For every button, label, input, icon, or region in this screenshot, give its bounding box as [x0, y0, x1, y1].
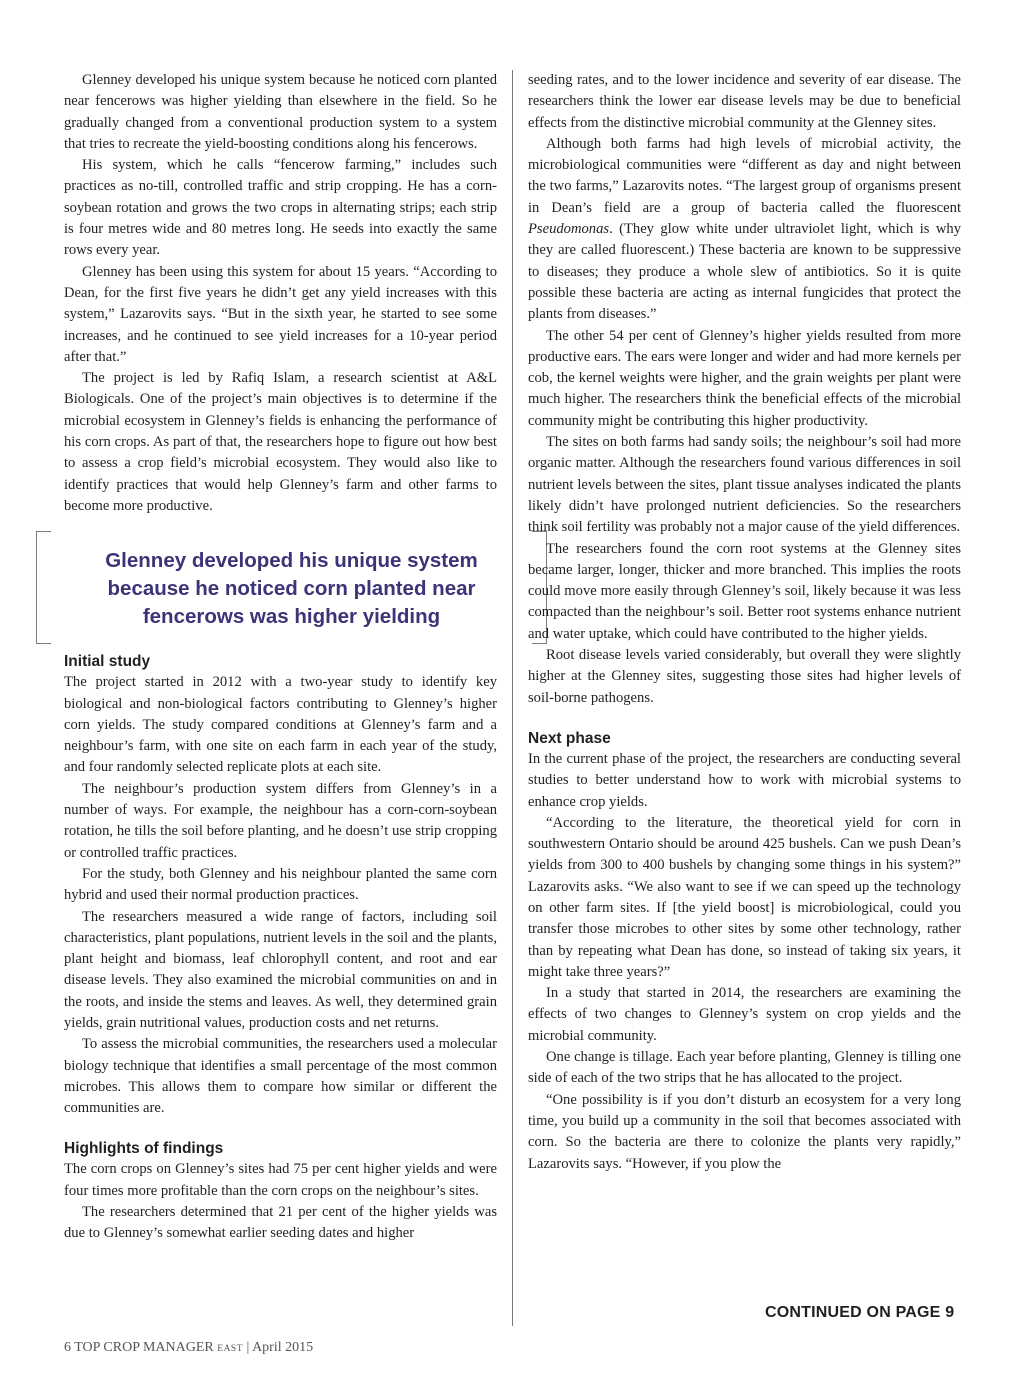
paragraph: To assess the microbial communities, the researchers used a molecular biology technique that identifies a small percentage of the most common microbes. This allows them to compare how similar or different the communities are.: [64, 1036, 497, 1117]
paragraph: The sites on both farms had sandy soils; the neighbour’s soil had more organic matter. Although the researchers found various differences in soil nutrient levels between the sites, plant tissue analyses indicated the plants likely didn’t have prolonged nutrient deficiencies. So the researchers think soil fertility was probably not a major cause of the yield differences.: [528, 434, 961, 536]
left-column: [64, 70, 497, 1245]
page-number: 6: [64, 1340, 71, 1355]
paragraph: One change is tillage. Each year before planting, Glenney is tilling one side of each of the two strips that he has allocated to the project.: [528, 1049, 961, 1087]
paragraph: The researchers measured a wide range of factors, including soil characteristics, plant populations, nutrient levels in the soil and the plants, plant height and biomass, leaf chlorophyll content, and root and ear disease levels. They also examined the microbial communities on and in the roots, and inside the stems and leaves. As well, they determined grain yields, grain nutritional values, production costs and net returns.: [64, 908, 497, 1031]
column-divider: [512, 70, 513, 1326]
paragraph: The neighbour’s production system differs from Glenney’s in a number of ways. For example, the neighbour has a corn-corn-soybean rotation, he tills the soil before planting, and he doesn’t use strip cropping or controlled traffic practices.: [64, 780, 497, 861]
section-heading-initial-study: Initial study: [64, 653, 151, 671]
magazine-name: TOP CROP MANAGER: [74, 1340, 214, 1355]
paragraph: The researchers determined that 21 per cent of the higher yields was due to Glenney’s somewhat earlier seeding dates and higher: [64, 1204, 497, 1242]
section-heading-next-phase: Next phase: [528, 729, 611, 747]
pull-quote: [36, 531, 547, 646]
paragraph: The project is led by Rafiq Islam, a research scientist at A&L Biologicals. One of the project’s main objectives is to determine if the microbial ecosystem in Glenney’s fields is enhancing the performance of his corn crops. As part of that, the researchers hope to figure out how best to assess a crop field’s microbial ecosystem. They would also like to identify practices that would help Glenney’s farm and other farms to become more productive.: [64, 370, 497, 514]
continued-on-page-link[interactable]: CONTINUED ON PAGE 9: [765, 1304, 955, 1321]
paragraph: In the current phase of the project, the researchers are conducting several studies to better understand how to work with microbial systems to enhance crop yields.: [528, 750, 961, 810]
paragraph-pseudomonas: [528, 134, 961, 326]
pull-quote-left-bracket: [36, 531, 51, 644]
paragraph: Root disease levels varied considerably, but overall they were slightly higher at the Glenney sites, suggesting those sites had higher levels of soil-borne pathogens.: [528, 647, 961, 706]
paragraph: The project started in 2012 with a two-year study to identify key biological and non-biological factors contributing to Glenney’s higher corn yields. The study compared conditions at Glenney’s farm and a neighbour’s farm, with one site on each farm in each year of the study, and four randomly selected replicate plots at each site.: [64, 674, 497, 776]
paragraph: The researchers found the corn root systems at the Glenney sites became larger, longer, thicker and more branched. This implies the roots could move more easily through Glenney’s soil, likely because it was less compacted than the neighbour’s soil. Better root systems enhance nutrient and water uptake, which could have contributed to the higher yields.: [528, 540, 961, 642]
paragraph: In a study that started in 2014, the researchers are examining the effects of two changes to Glenney’s system on crop yields and the microbial community.: [528, 985, 961, 1044]
section-heading-highlights: Highlights of findings: [64, 1140, 224, 1158]
paragraph: The other 54 per cent of Glenney’s higher yields resulted from more productive ears. The ears were longer and wider and had more kernels per cob, the kernel weights were higher, and the grain weights per plant were much higher. The researchers think the beneficial effects of the microbial community might be contributing this higher productivity.: [528, 327, 961, 429]
paragraph: “One possibility is if you don’t disturb an ecosystem for a very long time, you build up a community in the soil that becomes associated with corn. So the bacteria are there to colonize the plants very rapidly,” Lazarovits says. “However, if you plow the: [528, 1091, 961, 1172]
footer-separator: |: [246, 1340, 250, 1355]
right-column: [528, 70, 961, 1175]
paragraph: “According to the literature, the theoretical yield for corn in southwestern Ontario should be around 425 bushels. Can we push Dean’s yields from 300 to 400 bushels by changing some things in his system?” Lazarovits asks. “We also want to see if we can speed up the technology on other farm sites. If [the yield boost] is microbiological, could you transfer those microbes to other sites by some other technology, rather than by repeating what Dean has done, so instead of taking six years, it might take three years?”: [528, 814, 961, 980]
magazine-edition: EAST: [217, 1344, 244, 1354]
italic-term: Pseudomonas: [528, 221, 610, 238]
paragraph: The corn crops on Glenney’s sites had 75 per cent higher yields and were four times more profitable than the corn crops on the neighbour’s sites.: [64, 1161, 497, 1199]
paragraph: His system, which he calls “fencerow farming,” includes such practices as no-till, controlled traffic and strip cropping. He has a corn-soybean rotation and grows the two crops in alternating strips; each strip is four metres wide and 80 metres long. He seeds into exactly the same rows every year.: [64, 157, 497, 259]
paragraph-text: Although both farms had high levels of microbial activity, the microbiological communities were “different as day and night between the two farms,” Lazarovits notes. “The largest group of organisms present in Dean’s field are a group of bacteria called the fluorescent: [528, 135, 961, 216]
paragraph: Glenney developed his unique system because he noticed corn planted near fencerows was higher yielding than elsewhere in the field. So he gradually changed from a conventional production system to a system that tries to recreate the yield-boosting conditions along his fencerows.: [64, 72, 497, 152]
page-footer: [64, 1340, 313, 1356]
paragraph: For the study, both Glenney and his neighbour planted the same corn hybrid and used their normal production practices.: [64, 865, 497, 904]
paragraph-text: . (They glow white under ultraviolet light, which is why they are called fluorescent.) These bacteria are known to be suppressive to diseases; they produce a whole slew of antibiotics. So it is quite possible these bacteria are acting as internal fungicides that protect the plants from diseases.”: [528, 221, 961, 323]
pull-quote-text: Glenney developed his unique system because he noticed corn planted near fencerows was higher yielding: [105, 549, 478, 629]
issue-date: April 2015: [252, 1340, 314, 1355]
paragraph: Glenney has been using this system for about 15 years. “According to Dean, for the first five years he didn’t get any yield increases with this system,” Lazarovits says. “But in the sixth year, he started to see some increases, and he continued to see yield increases for a 10-year period after that.”: [64, 263, 497, 365]
paragraph: seeding rates, and to the lower incidence and severity of ear disease. The researchers think the lower ear disease levels may be due to beneficial effects from the distinctive microbial community at the Glenney sites.: [528, 72, 961, 131]
